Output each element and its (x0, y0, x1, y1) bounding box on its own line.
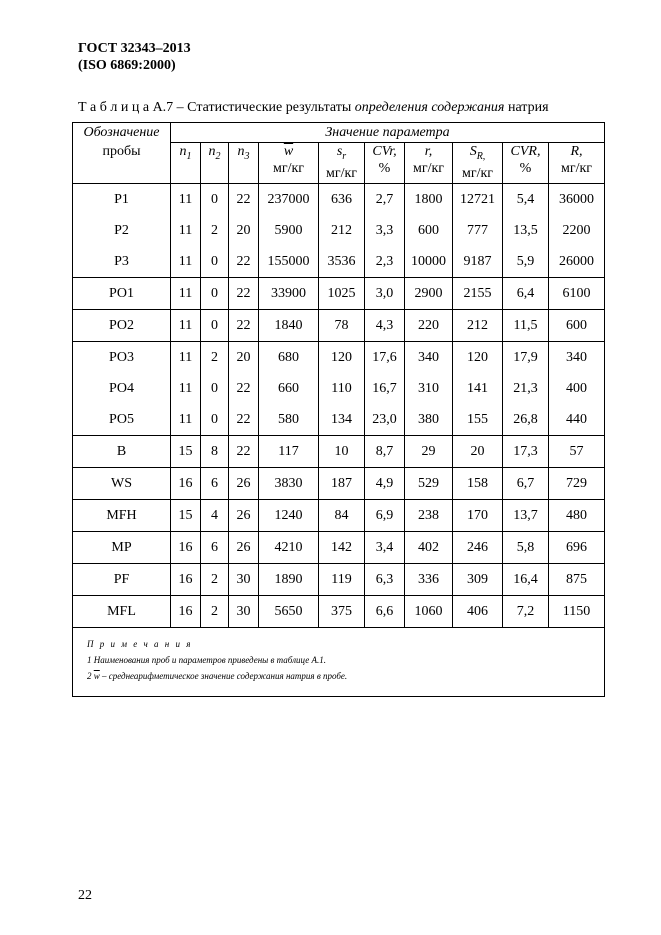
iso-reference: (ISO 6869:2000) (78, 58, 176, 73)
table-cell: 4 (201, 500, 229, 532)
column-symbol: R, (570, 144, 583, 159)
table-cell: 2 (201, 564, 229, 596)
table-cell: 4,3 (365, 310, 405, 342)
table-cell: 680 (259, 342, 319, 374)
column-symbol: $\overline{w}$ (283, 144, 294, 159)
table-cell: 5,4 (503, 184, 549, 216)
sample-designation: MFL (73, 596, 171, 628)
table-cell: 6,4 (503, 278, 549, 310)
notes-title: П р и м е ч а н и я (87, 639, 193, 649)
table-cell: 1840 (259, 310, 319, 342)
table-cell: 1890 (259, 564, 319, 596)
column-symbol: s (336, 144, 343, 159)
table-cell: 2155 (453, 278, 503, 310)
table-cell: 33900 (259, 278, 319, 310)
column-unit: мг/кг (560, 161, 593, 176)
table-row (73, 215, 605, 246)
table-cell: 340 (549, 342, 605, 374)
table-cell: 11 (171, 373, 201, 404)
sample-designation: P1 (73, 184, 171, 216)
table-cell: 5900 (259, 215, 319, 246)
table-cell: 4210 (259, 532, 319, 564)
table-cell: 16,7 (365, 373, 405, 404)
table-row (73, 468, 605, 500)
table-cell: 22 (229, 184, 259, 216)
table-cell: 26000 (549, 246, 605, 278)
column-header (549, 143, 605, 184)
sample-designation: B (73, 436, 171, 468)
table-cell: 11 (171, 278, 201, 310)
document-header (78, 40, 191, 74)
table-cell: 0 (201, 310, 229, 342)
column-header (453, 143, 503, 184)
table-row (73, 246, 605, 278)
table-cell: 11 (171, 404, 201, 436)
table-cell: 875 (549, 564, 605, 596)
table-row (73, 596, 605, 628)
results-table (72, 122, 605, 697)
table-cell: 10000 (405, 246, 453, 278)
table-cell: 36000 (549, 184, 605, 216)
table-cell: 238 (405, 500, 453, 532)
table-row (73, 532, 605, 564)
table-cell: 155000 (259, 246, 319, 278)
table-cell: 8 (201, 436, 229, 468)
table-cell: 11 (171, 342, 201, 374)
table-cell: 22 (229, 278, 259, 310)
table-cell: 9187 (453, 246, 503, 278)
sample-designation: P3 (73, 246, 171, 278)
sample-designation: WS (73, 468, 171, 500)
table-cell: 26 (229, 500, 259, 532)
table-cell: 0 (201, 373, 229, 404)
table-cell: 16 (171, 564, 201, 596)
table-cell: 29 (405, 436, 453, 468)
column-symbol: CVr, (372, 144, 397, 159)
table-cell: 696 (549, 532, 605, 564)
column-subscript: 1 (186, 150, 192, 162)
table-cell: 16,4 (503, 564, 549, 596)
table-cell: 729 (549, 468, 605, 500)
column-header (259, 143, 319, 184)
table-cell: 22 (229, 246, 259, 278)
table-cell: 336 (405, 564, 453, 596)
column-header (201, 143, 229, 184)
sample-designation: P2 (73, 215, 171, 246)
note-2-symbol: $\overline{w}$ (93, 671, 100, 681)
table-cell: 21,3 (503, 373, 549, 404)
param-value-label: Значение параметра (325, 124, 450, 140)
column-header (229, 143, 259, 184)
table-cell: 6 (201, 468, 229, 500)
param-value-header (171, 123, 605, 143)
table-row (73, 310, 605, 342)
designation-header: Обозначение (73, 123, 171, 143)
table-cell: 6,3 (365, 564, 405, 596)
table-cell: 26 (229, 468, 259, 500)
table-cell: 440 (549, 404, 605, 436)
column-header (503, 143, 549, 184)
column-symbol: r, (424, 144, 433, 159)
table-cell: 22 (229, 373, 259, 404)
table-cell: 600 (549, 310, 605, 342)
table-cell: 78 (319, 310, 365, 342)
table-row (73, 404, 605, 436)
table-cell: 340 (405, 342, 453, 374)
table-cell: 20 (453, 436, 503, 468)
column-unit: % (519, 161, 532, 176)
caption-italic: определения содержания (354, 100, 505, 115)
note-2 (87, 668, 604, 684)
table-cell: 220 (405, 310, 453, 342)
table-cell: 2 (201, 215, 229, 246)
table-cell: 12721 (453, 184, 503, 216)
table-cell: 529 (405, 468, 453, 500)
table-row (73, 278, 605, 310)
table-cell: 0 (201, 184, 229, 216)
table-cell: 17,9 (503, 342, 549, 374)
column-subscript: 3 (244, 150, 250, 162)
table-cell: 2900 (405, 278, 453, 310)
column-subscript: R, (476, 150, 486, 162)
table-cell: 26,8 (503, 404, 549, 436)
table-cell: 22 (229, 310, 259, 342)
table-cell: 406 (453, 596, 503, 628)
column-symbol: S (469, 144, 477, 159)
column-unit: % (378, 161, 391, 176)
table-cell: 11 (171, 246, 201, 278)
table-cell: 777 (453, 215, 503, 246)
table-cell: 8,7 (365, 436, 405, 468)
sample-designation: MP (73, 532, 171, 564)
caption-suffix: натрия (504, 100, 549, 115)
table-cell: 3,4 (365, 532, 405, 564)
table-cell: 6,9 (365, 500, 405, 532)
table-cell: 120 (319, 342, 365, 374)
table-cell: 20 (229, 342, 259, 374)
table-cell: 237000 (259, 184, 319, 216)
notes-row (73, 628, 605, 697)
column-symbol: n (237, 144, 245, 159)
table-cell: 15 (171, 500, 201, 532)
table-cell: 2200 (549, 215, 605, 246)
note-1: 1 Наименования проб и параметров приведены в таблице А.1. (87, 655, 326, 665)
table-row (73, 564, 605, 596)
column-header (405, 143, 453, 184)
table-cell: 141 (453, 373, 503, 404)
sample-designation: PO2 (73, 310, 171, 342)
table-cell: 134 (319, 404, 365, 436)
column-subscript: 2 (215, 150, 221, 162)
table-row (73, 373, 605, 404)
column-header (171, 143, 201, 184)
table-cell: 400 (549, 373, 605, 404)
table-cell: 30 (229, 596, 259, 628)
table-cell: 16 (171, 468, 201, 500)
table-cell: 84 (319, 500, 365, 532)
table-cell: 246 (453, 532, 503, 564)
table-cell: 142 (319, 532, 365, 564)
table-row (73, 500, 605, 532)
table-row (73, 342, 605, 374)
table-cell: 6,7 (503, 468, 549, 500)
table-cell: 11 (171, 184, 201, 216)
column-symbol: n (179, 144, 187, 159)
table-cell: 11,5 (503, 310, 549, 342)
table-cell: 2 (201, 596, 229, 628)
caption-prefix: Т а б л и ц а А.7 – Статистические результаты (78, 100, 355, 115)
table-cell: 1025 (319, 278, 365, 310)
table-cell: 309 (453, 564, 503, 596)
table-cell: 1060 (405, 596, 453, 628)
note-2-text: – среднеарифметическое значение содержания натрия в пробе. (99, 671, 348, 681)
sample-designation: PO4 (73, 373, 171, 404)
table-cell: 170 (453, 500, 503, 532)
column-symbol: CVR, (510, 144, 541, 159)
table-cell: 20 (229, 215, 259, 246)
column-subscript: r (342, 150, 347, 162)
notes-cell (73, 628, 605, 697)
table-cell: 5,8 (503, 532, 549, 564)
table-cell: 212 (453, 310, 503, 342)
table-row (73, 436, 605, 468)
table-cell: 16 (171, 532, 201, 564)
column-unit: мг/кг (412, 161, 445, 176)
sample-designation: PF (73, 564, 171, 596)
table-cell: 1150 (549, 596, 605, 628)
table-cell: 580 (259, 404, 319, 436)
table-cell: 4,9 (365, 468, 405, 500)
column-symbol: n (208, 144, 216, 159)
table-cell: 6,6 (365, 596, 405, 628)
table-cell: 23,0 (365, 404, 405, 436)
table-cell: 3830 (259, 468, 319, 500)
table-cell: 17,3 (503, 436, 549, 468)
table-cell: 3,0 (365, 278, 405, 310)
table-cell: 119 (319, 564, 365, 596)
table-cell: 0 (201, 246, 229, 278)
sample-designation: PO3 (73, 342, 171, 374)
standard-number: ГОСТ 32343–2013 (78, 41, 191, 56)
column-header (319, 143, 365, 184)
table-cell: 13,5 (503, 215, 549, 246)
table-cell: 11 (171, 215, 201, 246)
table-cell: 402 (405, 532, 453, 564)
table-row (73, 184, 605, 216)
table-cell: 16 (171, 596, 201, 628)
table-cell: 375 (319, 596, 365, 628)
column-unit: мг/кг (272, 161, 305, 176)
table-cell: 3536 (319, 246, 365, 278)
table-cell: 480 (549, 500, 605, 532)
table-cell: 1800 (405, 184, 453, 216)
sample-designation: PO1 (73, 278, 171, 310)
table-cell: 2,3 (365, 246, 405, 278)
table-cell: 155 (453, 404, 503, 436)
table-cell: 212 (319, 215, 365, 246)
page-number: 22 (78, 888, 92, 903)
table-cell: 158 (453, 468, 503, 500)
table-cell: 6100 (549, 278, 605, 310)
table-cell: 120 (453, 342, 503, 374)
table-cell: 187 (319, 468, 365, 500)
table-cell: 7,2 (503, 596, 549, 628)
table-cell: 600 (405, 215, 453, 246)
table-cell: 30 (229, 564, 259, 596)
table-cell: 110 (319, 373, 365, 404)
column-unit: мг/кг (461, 165, 494, 181)
table-cell: 660 (259, 373, 319, 404)
table-caption (78, 100, 549, 116)
table-cell: 310 (405, 373, 453, 404)
table-cell: 0 (201, 278, 229, 310)
column-header (365, 143, 405, 184)
table-cell: 3,3 (365, 215, 405, 246)
table-cell: 2 (201, 342, 229, 374)
table-cell: 57 (549, 436, 605, 468)
sample-designation: PO5 (73, 404, 171, 436)
table-cell: 15 (171, 436, 201, 468)
note-2-number: 2 (87, 671, 94, 681)
table-cell: 2,7 (365, 184, 405, 216)
table-cell: 5650 (259, 596, 319, 628)
table-cell: 1240 (259, 500, 319, 532)
designation-subheader: пробы (73, 143, 171, 184)
table-cell: 22 (229, 404, 259, 436)
column-unit: мг/кг (325, 165, 358, 181)
table-cell: 6 (201, 532, 229, 564)
table-cell: 13,7 (503, 500, 549, 532)
table-cell: 11 (171, 310, 201, 342)
sample-designation: MFH (73, 500, 171, 532)
table-cell: 22 (229, 436, 259, 468)
table-cell: 117 (259, 436, 319, 468)
table-cell: 636 (319, 184, 365, 216)
table-cell: 10 (319, 436, 365, 468)
table-cell: 0 (201, 404, 229, 436)
table-cell: 17,6 (365, 342, 405, 374)
table-cell: 380 (405, 404, 453, 436)
table-cell: 26 (229, 532, 259, 564)
table-cell: 5,9 (503, 246, 549, 278)
